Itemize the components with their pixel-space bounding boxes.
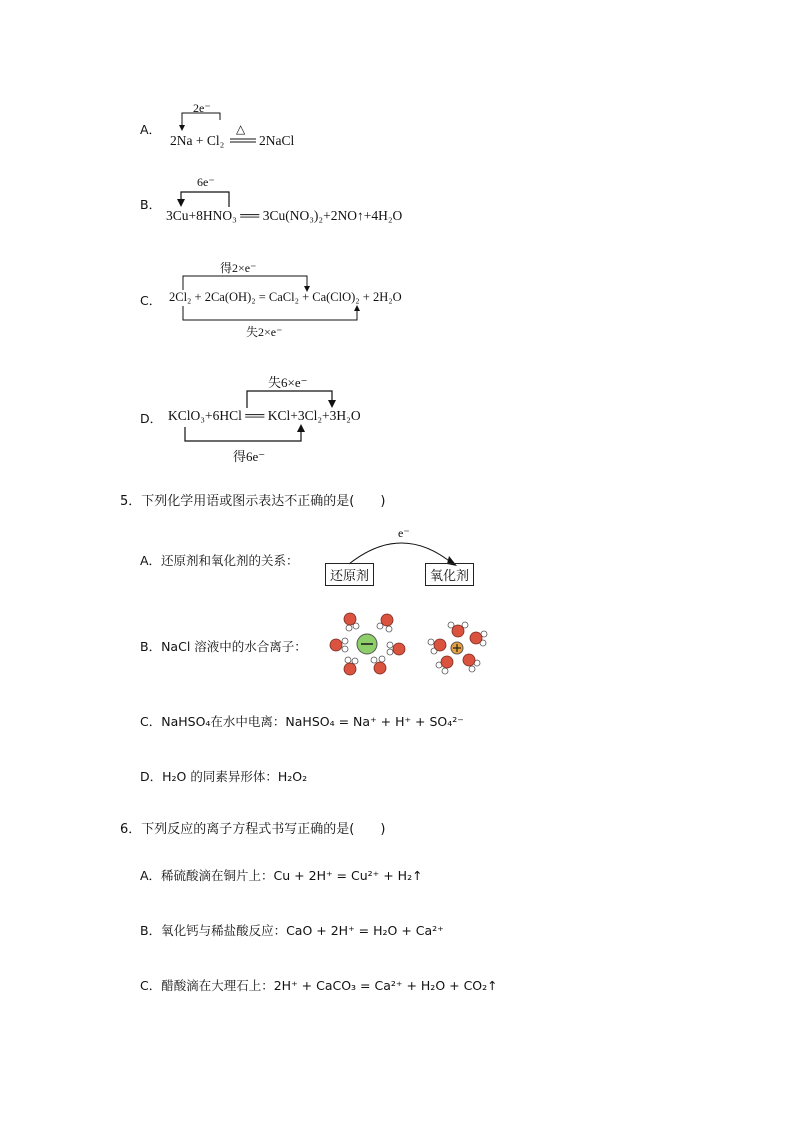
- q4-d-lose-label: 失6×e⁻: [268, 375, 308, 390]
- q6-option-a-text: A．稀硫酸滴在铜片上：Cu + 2H⁺ = Cu²⁺ + H₂↑: [140, 868, 423, 883]
- q6-option-b-text: B．氧化钙与稀盐酸反应：CaO + 2H⁺ = H₂O + Ca²⁺: [140, 923, 444, 938]
- q4-a-heat-condition: △: [236, 122, 246, 136]
- q4-d-gain-label: 得6e⁻: [233, 449, 266, 464]
- q4-option-d-label: D．: [140, 411, 163, 426]
- water-molecule: [377, 614, 393, 632]
- q4-option-c-label: C．: [140, 293, 162, 308]
- water-molecule: [436, 656, 453, 674]
- water-molecule: [463, 654, 480, 672]
- q4-b-equation: 3Cu+8HNO₃ ══ 3Cu(NO₃)₂+2NO↑+4H₂O: [166, 208, 403, 223]
- water-molecule: [470, 631, 487, 646]
- q4-a-products: 2NaCl: [259, 133, 295, 148]
- q4-a-electron-transfer: 2e⁻: [193, 101, 211, 115]
- reducing-agent-box: 还原剂: [325, 563, 374, 586]
- q4-option-b-label: B．: [140, 197, 162, 212]
- water-molecule: [387, 642, 405, 655]
- q4-option-a-label: A．: [140, 122, 162, 137]
- q6-stem: 6．下列反应的离子方程式书写正确的是( ): [120, 822, 386, 837]
- q4-b-electron-transfer: 6e⁻: [197, 175, 215, 189]
- q4-d-equation: KClO₃+6HCl ══ KCl+3Cl₂+3H₂O: [168, 408, 361, 423]
- q4-c-gain-label: 得2×e⁻: [220, 261, 257, 275]
- water-molecule: [428, 639, 446, 654]
- water-molecule: [344, 613, 359, 631]
- q5-stem: 5．下列化学用语或图示表达不正确的是( ): [120, 494, 386, 509]
- water-molecule: [344, 657, 358, 675]
- water-molecule: [330, 638, 348, 652]
- q6-option-c-text: C．醋酸滴在大理石上：2H⁺ + CaCO₃ = Ca²⁺ + H₂O + CO₂↑: [140, 978, 498, 993]
- water-molecule: [371, 656, 386, 674]
- q4-a-reactants: 2Na + Cl₂: [170, 133, 225, 148]
- oxidizing-agent-box: 氧化剂: [425, 563, 474, 586]
- q4-c-equation: 2Cl₂ + 2Ca(OH)₂ = CaCl₂ + Ca(ClO)₂ + 2H₂O: [169, 290, 402, 304]
- water-molecule: [448, 622, 468, 637]
- q5-option-b-text: B．NaCl 溶液中的水合离子：: [140, 639, 307, 654]
- q4-c-lose-label: 失2×e⁻: [246, 325, 283, 339]
- q5-option-a-text: A．还原剂和氧化剂的关系：: [140, 553, 299, 568]
- q5-option-c-text: C．NaHSO₄在水中电离：NaHSO₄ = Na⁺ + H⁺ + SO₄²⁻: [140, 714, 464, 729]
- q5-a-electron-label: e⁻: [398, 526, 410, 540]
- q5-option-d-text: D．H₂O 的同素异形体：H₂O₂: [140, 769, 308, 784]
